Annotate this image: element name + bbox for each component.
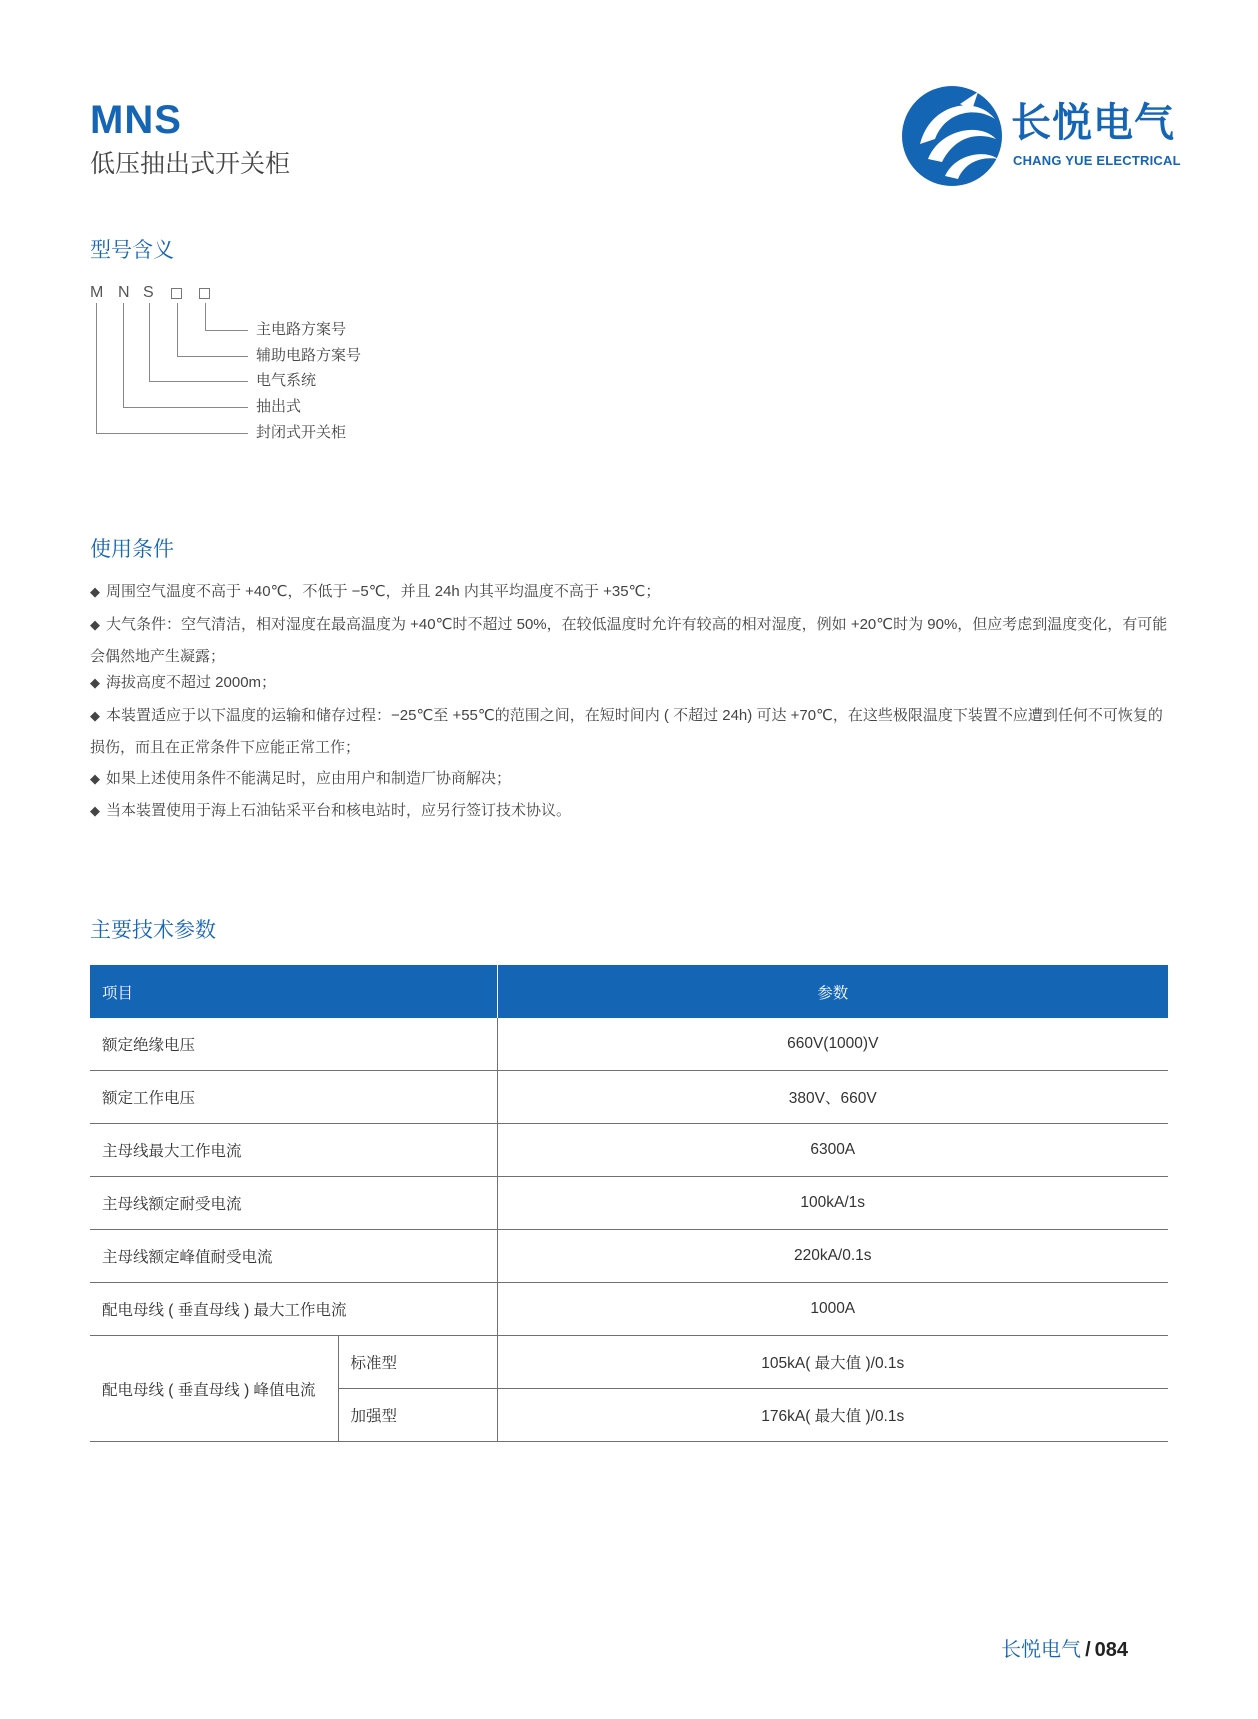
label-withdrawable: 抽出式 <box>256 398 302 415</box>
row-item: 配电母线 ( 垂直母线 ) 峰值电流 <box>90 1336 338 1442</box>
row-sub-label: 加强型 <box>338 1389 497 1442</box>
table-row <box>90 1018 1168 1071</box>
row-value: 660V(1000)V <box>497 1018 1168 1071</box>
condition-item: ◆ 如果上述使用条件不能满足时，应由用户和制造厂协商解决； <box>90 770 512 787</box>
code-letter-s: S <box>143 284 154 301</box>
row-item: 主母线额定峰值耐受电流 <box>90 1230 497 1283</box>
label-main-circuit-scheme: 主电路方案号 <box>256 321 347 338</box>
table-row <box>90 1124 1168 1177</box>
specs-title: 主要技术参数 <box>90 919 216 942</box>
row-item: 额定工作电压 <box>90 1071 497 1124</box>
condition-item: ◆ 海拔高度不超过 2000m； <box>90 674 277 691</box>
condition-item: ◆ 当本装置使用于海上石油钻采平台和核电站时，应另行签订技术协议。 <box>90 802 572 819</box>
row-item: 额定绝缘电压 <box>90 1018 497 1071</box>
table-header-row <box>90 965 1168 1018</box>
footer-page-label <box>1001 1640 1128 1660</box>
code-box-1 <box>171 288 182 299</box>
table-row <box>90 1230 1168 1283</box>
row-item: 配电母线 ( 垂直母线 ) 最大工作电流 <box>90 1283 497 1336</box>
code-letter-n: N <box>118 284 130 301</box>
product-name: 低压抽出式开关柜 <box>90 150 291 178</box>
condition-item: ◆ 大气条件：空气清洁，相对湿度在最高温度为 +40℃时不超过 50%，在较低温度时允许有较高的相对湿度，例如 +20℃时为 90%，但应考虑到温度变化，有可能会偶然地产生凝露； <box>90 616 1168 665</box>
product-code: MNS <box>90 98 182 142</box>
row-value: 1000A <box>497 1283 1168 1336</box>
condition-item: ◆ 周围空气温度不高于 +40℃，不低于 −5℃，并且 24h 内其平均温度不高于 +35℃； <box>90 583 661 600</box>
row-value: 105kA( 最大值 )/0.1s <box>497 1336 1168 1389</box>
row-value: 220kA/0.1s <box>497 1230 1168 1283</box>
label-enclosed-switchgear: 封闭式开关柜 <box>256 424 347 441</box>
spec-table <box>90 965 1168 1442</box>
conditions-title: 使用条件 <box>90 538 174 561</box>
footer-page-number: 084 <box>1094 1639 1128 1661</box>
row-value: 176kA( 最大值 )/0.1s <box>497 1389 1168 1442</box>
code-box-2 <box>199 288 210 299</box>
row-item: 主母线最大工作电流 <box>90 1124 497 1177</box>
row-value: 100kA/1s <box>497 1177 1168 1230</box>
table-row <box>90 1177 1168 1230</box>
diamond-bullet-icon: ◆ <box>90 771 100 786</box>
diamond-bullet-icon: ◆ <box>90 584 100 599</box>
diamond-bullet-icon: ◆ <box>90 675 100 690</box>
logo-name-en: CHANG YUE ELECTRICAL <box>1013 153 1181 168</box>
table-row <box>90 1071 1168 1124</box>
condition-item: ◆ 本装置适应于以下温度的运输和储存过程：−25℃至 +55℃的范围之间，在短时间内 ( 不超过 24h) 可达 +70℃，在这些极限温度下装置不应遭到任何不可恢复的损伤，而且在正常条件下应能正常工作； <box>90 707 1163 756</box>
footer-brand: 长悦电气 <box>1001 1639 1082 1661</box>
model-meaning-title: 型号含义 <box>90 239 174 262</box>
label-aux-circuit-scheme: 辅助电路方案号 <box>256 347 362 364</box>
row-item: 主母线额定耐受电流 <box>90 1177 497 1230</box>
label-electrical-system: 电气系统 <box>256 372 317 389</box>
code-letter-m: M <box>90 284 104 301</box>
table-row <box>90 1283 1168 1336</box>
footer-separator: / <box>1085 1639 1091 1661</box>
header-item: 项目 <box>90 965 497 1018</box>
diamond-bullet-icon: ◆ <box>90 803 100 818</box>
table-row <box>90 1336 1168 1389</box>
row-value: 380V、660V <box>497 1071 1168 1124</box>
row-sub-label: 标准型 <box>338 1336 497 1389</box>
row-value: 6300A <box>497 1124 1168 1177</box>
logo-name-cn: 长悦电气 <box>1011 99 1175 146</box>
header-value: 参数 <box>497 965 1168 1018</box>
diamond-bullet-icon: ◆ <box>90 617 100 632</box>
diamond-bullet-icon: ◆ <box>90 708 100 723</box>
